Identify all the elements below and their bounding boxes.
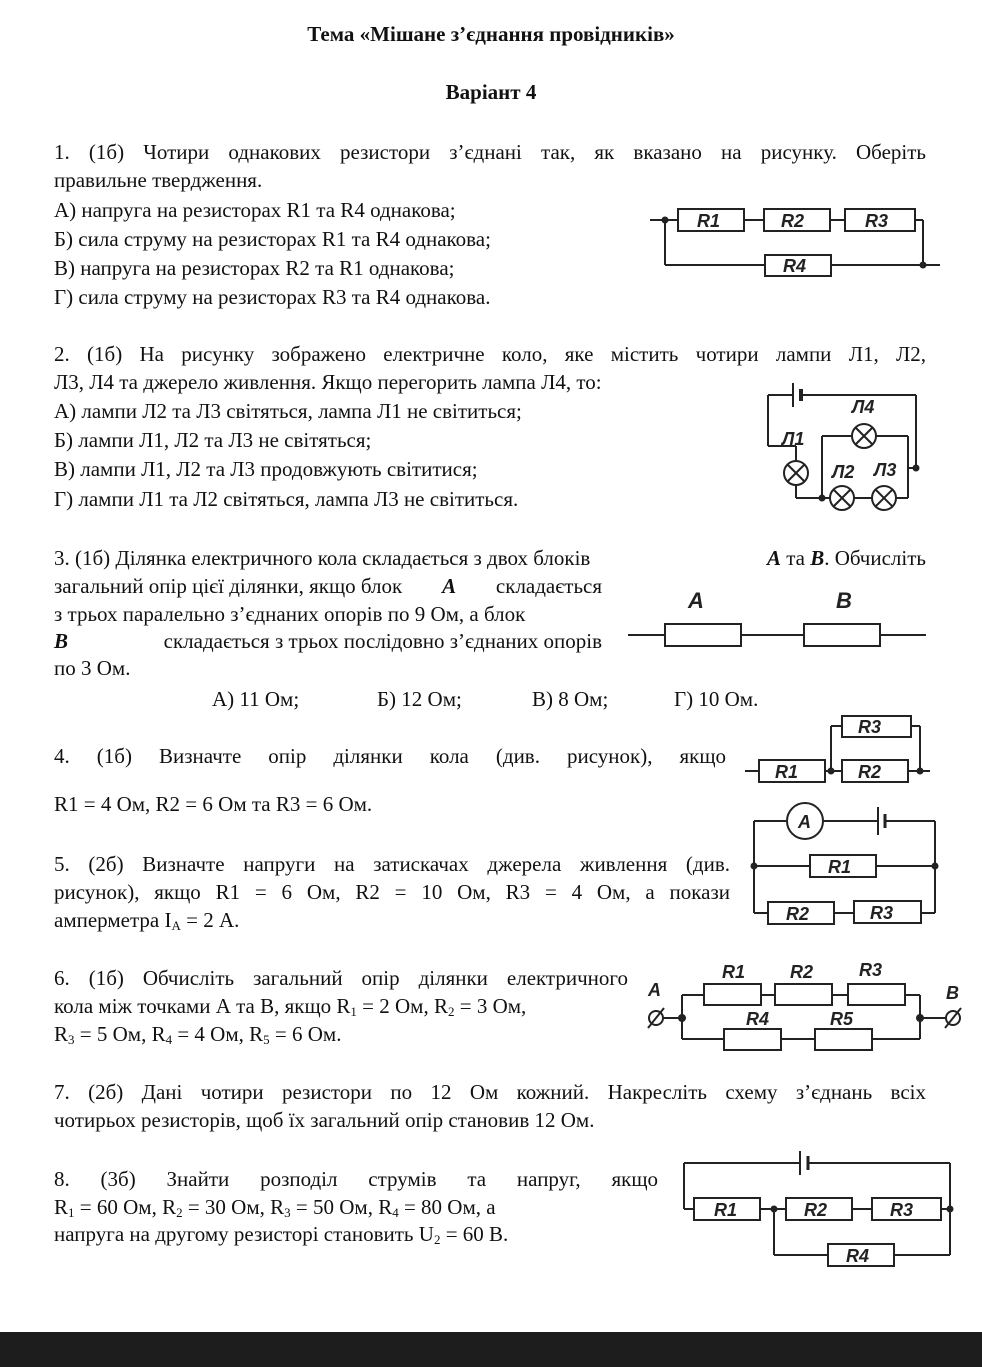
q1-option-d: Г) сила струму на резисторах R3 та R4 однакова. <box>54 285 491 309</box>
q8-label-r1: R1 <box>714 1200 738 1220</box>
q3-line1: 3. (1б) Ділянка електричного кола складається з двох блоків А та В. Обчисліть <box>54 546 926 570</box>
q5-label-r3: R3 <box>870 903 894 923</box>
q1-line2: правильне твердження. <box>54 168 263 192</box>
q3-block-a <box>665 624 741 646</box>
q6-resistor-r1 <box>704 984 761 1005</box>
q2-option-b: Б) лампи Л1, Л2 та Л3 не світяться; <box>54 428 372 452</box>
q6-line1: 6. (1б) Обчисліть загальний опір ділянки електричного <box>54 966 628 990</box>
q2-label-l4: Л4 <box>852 397 875 417</box>
q3-label-a: A <box>688 588 704 613</box>
q2-option-c: В) лампи Л1, Л2 та Л3 продовжують світитися; <box>54 457 478 481</box>
q6-label-r3: R3 <box>859 960 883 980</box>
q6-label-r4: R4 <box>746 1009 770 1029</box>
bottom-dark-bar <box>0 1332 982 1367</box>
q1-label-r4: R4 <box>783 256 807 276</box>
q3-label-b: B <box>836 588 852 613</box>
q1-label-r3: R3 <box>865 211 889 231</box>
q6-resistor-r3 <box>848 984 905 1005</box>
q4-label-r3: R3 <box>858 717 882 737</box>
q5-label-r2: R2 <box>786 904 810 924</box>
q3-line5: по 3 Ом. <box>54 656 131 680</box>
q3-option-d: Г) 10 Ом. <box>674 687 759 711</box>
q3-line2: загальний опір цієї ділянки, якщо блок А складається <box>54 574 602 598</box>
q1-circuit <box>645 200 945 280</box>
q2-option-d: Г) лампи Л1 та Л2 світяться, лампа Л3 не світиться. <box>54 487 519 511</box>
q1-option-b: Б) сила струму на резисторах R1 та R4 однакова; <box>54 227 491 251</box>
q3-line3: з трьох паралельно з’єднаних опорів по 9 Ом, а блок <box>54 602 526 626</box>
q2-line2: Л3, Л4 та джерело живлення. Якщо перегорить лампа Л4, то: <box>54 370 602 394</box>
q8-circuit <box>680 1147 960 1277</box>
q3-circuit <box>628 585 928 655</box>
q1-label-r2: R2 <box>781 211 805 231</box>
q7-line2: чотирьох резисторів, щоб їх загальний опір становив 12 Ом. <box>54 1108 595 1132</box>
q5-label-r1: R1 <box>828 857 852 877</box>
q7-line1: 7. (2б) Дані чотири резистори по 12 Ом кожний. Накресліть схему з’єднань всіх <box>54 1080 926 1104</box>
q6-line3: $R_3 = 5$ Ом, $R_4 = 4$ Ом, $R_5 = 6$ Ом. <box>54 1022 342 1047</box>
q6-line2: кола між точками А та В, якщо $R_1 = 2$ Ом, $R_2 = 3$ Ом, <box>54 994 527 1019</box>
q4-line1: 4. (1б) Визначте опір ділянки кола (див. рисунок), якщо <box>54 744 726 768</box>
variant-heading: Варіант 4 <box>445 80 537 104</box>
q5-line3: амперметра $I_A = 2$ А. <box>54 908 240 933</box>
page-title: Тема «Мішане з’єднання провідників» <box>307 22 675 46</box>
q5-circuit <box>750 797 940 927</box>
q8-label-r3: R3 <box>890 1200 914 1220</box>
q1-label-r1: R1 <box>697 211 721 231</box>
q5-line1: 5. (2б) Визначте напруги на затискачах джерела живлення (див. <box>54 852 730 876</box>
q4-circuit <box>745 712 935 792</box>
q8-line1: 8. (3б) Знайти розподіл струмів та напруг, якщо <box>54 1167 658 1191</box>
q4-label-r2: R2 <box>858 762 882 782</box>
q2-option-a: А) лампи Л2 та Л3 світяться, лампа Л1 не світиться; <box>54 399 522 423</box>
q2-circuit <box>760 378 930 523</box>
q6-label-r2: R2 <box>790 962 814 982</box>
q6-resistor-r2 <box>775 984 832 1005</box>
q6-resistor-r5 <box>815 1029 872 1050</box>
q1-line1: 1. (1б) Чотири однакових резистори з’єднані так, як вказано на рисунку. Оберіть <box>54 140 926 164</box>
q8-line2: $R_1 = 60$ Ом, $R_2 = 30$ Ом, $R_3 = 50$ Ом, $R_4 = 80$ Ом, а <box>54 1195 496 1220</box>
q8-label-r2: R2 <box>804 1200 828 1220</box>
q2-label-l2: Л2 <box>832 462 855 482</box>
q6-label-b: B <box>946 983 959 1003</box>
q1-option-c: В) напруга на резисторах R2 та R1 однакова; <box>54 256 455 280</box>
q3-line4: В складається з трьох послідовно з’єднаних опорів <box>54 629 602 653</box>
q3-option-a: А) 11 Ом; <box>212 687 300 711</box>
q3-block-b <box>804 624 880 646</box>
q8-label-r4: R4 <box>846 1246 870 1266</box>
q6-resistor-r4 <box>724 1029 781 1050</box>
q6-label-a: A <box>648 980 661 1000</box>
q3-option-b: Б) 12 Ом; <box>377 687 462 711</box>
q1-option-a: А) напруга на резисторах R1 та R4 однакова; <box>54 198 456 222</box>
q3-option-c: В) 8 Ом; <box>532 687 609 711</box>
q5-line2: рисунок), якщо R1 = 6 Ом, R2 = 10 Ом, R3 = 4 Ом, а покази <box>54 880 730 904</box>
q4-label-r1: R1 <box>775 762 799 782</box>
q2-label-l1: Л1 <box>782 429 805 449</box>
q4-line2: R1 = 4 Ом, R2 = 6 Ом та R3 = 6 Ом. <box>54 792 373 816</box>
q6-label-r1: R1 <box>722 962 746 982</box>
q6-circuit <box>642 955 972 1060</box>
q6-label-r5: R5 <box>830 1009 854 1029</box>
q2-line1: 2. (1б) На рисунку зображено електричне коло, яке містить чотири лампи Л1, Л2, <box>54 342 926 366</box>
q8-line3: напруга на другому резисторі становить $U_2 = 60$ В. <box>54 1222 509 1247</box>
q5-label-ammeter: A <box>798 812 811 832</box>
q2-label-l3: Л3 <box>874 460 897 480</box>
